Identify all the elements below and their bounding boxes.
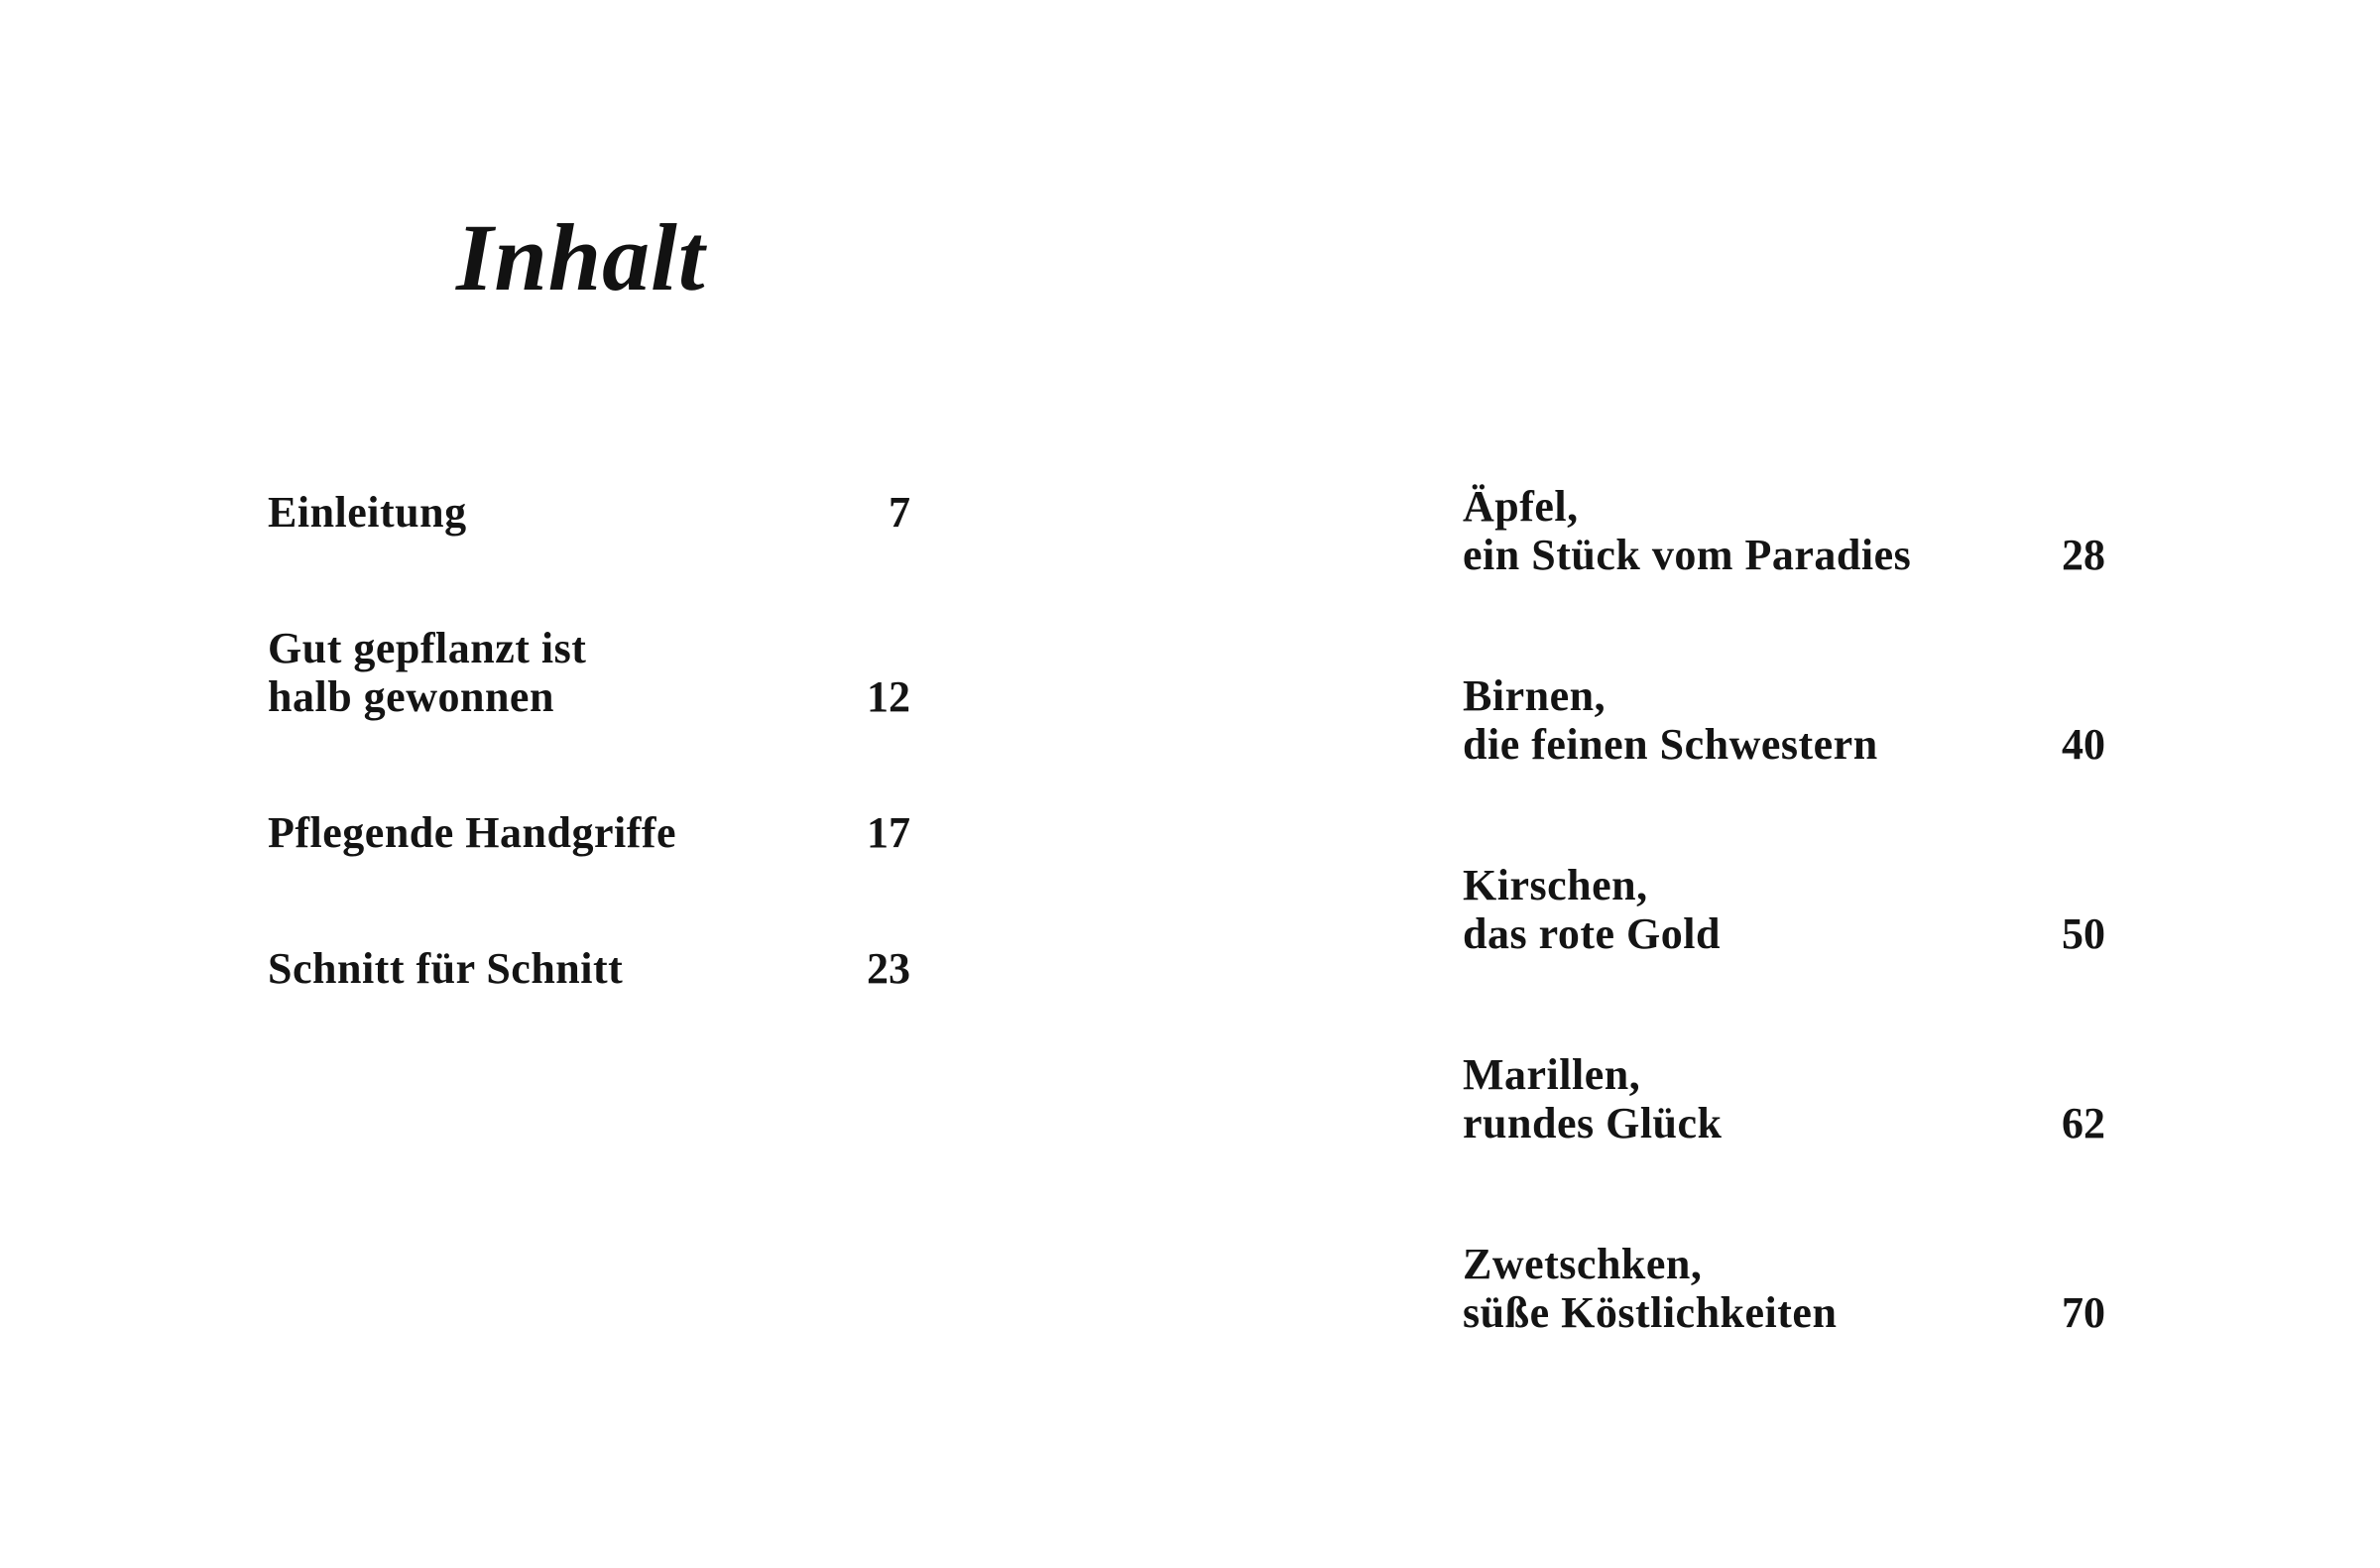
toc-entry-title xyxy=(1463,1240,1837,1337)
toc-entry-title xyxy=(1463,482,1911,579)
toc-entry-line: Birnen, xyxy=(1463,671,1606,720)
toc-entry xyxy=(1463,671,2105,769)
toc-entry-page-number: 7 xyxy=(889,488,910,537)
toc-entry-title xyxy=(268,624,586,721)
toc-entry-line: Marillen, xyxy=(1463,1050,1641,1099)
toc-entry xyxy=(1463,1050,2105,1147)
toc-entry-page-number: 62 xyxy=(2062,1099,2105,1147)
toc-entry-line: ein Stück vom Paradies xyxy=(1463,531,1912,579)
toc-entry xyxy=(268,944,910,993)
toc-entry-line: Zwetschken, xyxy=(1463,1240,1703,1288)
toc-entry-title xyxy=(268,944,623,993)
toc-entry-line: Pflegende Handgriffe xyxy=(268,808,677,857)
toc-entry-page-number: 12 xyxy=(867,672,910,721)
toc-entry-line: halb gewonnen xyxy=(268,672,554,721)
toc-entry xyxy=(1463,861,2105,958)
toc-entry-title xyxy=(1463,861,1721,958)
toc-entry-page-number: 70 xyxy=(2062,1288,2105,1337)
toc-entry-title xyxy=(1463,1050,1723,1147)
toc-entry xyxy=(1463,1240,2105,1337)
toc-entry-line: die feinen Schwestern xyxy=(1463,720,1878,769)
toc-entry-page-number: 40 xyxy=(2062,720,2105,769)
toc-entry-line: süße Köstlichkeiten xyxy=(1463,1288,1838,1337)
toc-entry xyxy=(268,624,910,721)
toc-entry-line: Einleitung xyxy=(268,488,467,537)
page-title: Inhalt xyxy=(456,204,706,310)
toc-entry-page-number: 23 xyxy=(867,944,910,993)
toc-entry-title xyxy=(268,808,676,857)
toc-entry-line: Schnitt für Schnitt xyxy=(268,944,624,993)
toc-entry-line: das rote Gold xyxy=(1463,909,1721,958)
toc-left-column xyxy=(268,488,910,993)
toc-entry-page-number: 50 xyxy=(2062,909,2105,958)
toc-entry-line: Gut gepflanzt ist xyxy=(268,624,587,672)
toc-entry-line: Kirschen, xyxy=(1463,861,1648,909)
toc-entry-page-number: 28 xyxy=(2062,531,2105,579)
toc-entry-title xyxy=(1463,671,1878,769)
toc-entry xyxy=(1463,482,2105,579)
toc-entry-page-number: 17 xyxy=(867,808,910,857)
toc-right-column xyxy=(1463,482,2105,1337)
toc-entry xyxy=(268,808,910,857)
toc-entry-line: Äpfel, xyxy=(1463,482,1579,531)
toc-entry xyxy=(268,488,910,537)
toc-entry-line: rundes Glück xyxy=(1463,1099,1723,1147)
toc-entry-title xyxy=(268,488,467,537)
